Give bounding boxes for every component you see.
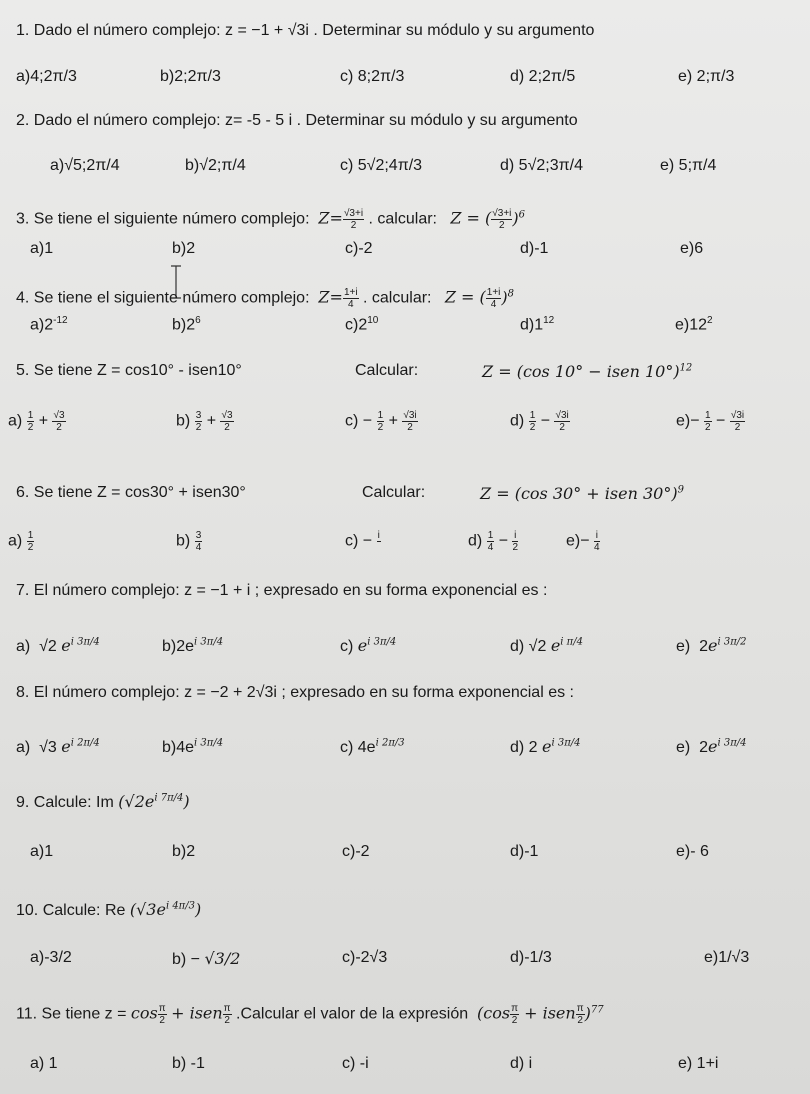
q4-option-c: $c)2^{10}$: [345, 315, 379, 334]
q6-expression: Z = (cos 30° + isen 30°)$^9$: [480, 484, 684, 503]
q5-expression: Z = (cos 10° − isen 10°)$^{12}$: [482, 362, 693, 381]
q11-stem-text: 11. Se tiene z =: [16, 1005, 127, 1023]
q4-stem-mid: . calcular:: [363, 289, 432, 307]
question-5: [16, 362, 242, 380]
q3-option-e: e)6: [680, 240, 704, 257]
q9-option-d: d)-1: [510, 843, 539, 860]
q9-option-c: c)-2: [342, 843, 370, 860]
q10-option-c: c)-2√3: [342, 949, 388, 966]
question-10: 10. Calcule: Re $(√3e^{i 4\pi/3})$: [16, 900, 202, 919]
q11-option-d: d) i: [510, 1055, 533, 1072]
q9-option-a: a)1: [30, 843, 54, 860]
question-2: 2. Dado el número complejo: z= -5 - 5 i . Determinar su módulo y su argumento: [16, 112, 578, 129]
q2-option-d: d) 5√2;3π/4: [500, 157, 583, 174]
q11-option-b: b) -1: [172, 1055, 205, 1072]
q8-option-b: $b)4e^{i 3\pi/4}$: [162, 737, 224, 756]
q6-option-e: e)− $\frac{i}{4}$: [566, 530, 600, 553]
q3-option-c: c)-2: [345, 240, 373, 257]
q7-option-e: e) $2e^{i 3\pi/2}$: [676, 636, 747, 655]
q1-option-d: d) 2;2π/5: [510, 68, 576, 85]
question-1: 1. Dado el número complejo: z = −1 + √3i . Determinar su módulo y su argumento: [16, 22, 595, 39]
q11-stem-mid: .Calcular el valor de la expresión: [236, 1005, 469, 1023]
q10-option-a: a)-3/2: [30, 949, 72, 966]
q5-option-a: a) $\frac{1}{2}$ + $\frac{√3}{2}$: [8, 410, 65, 433]
q6-stem-text: 6. Se tiene Z = cos30° + isen30°: [16, 484, 246, 501]
q3-stem-text: 3. Se tiene el siguiente número complejo:: [16, 210, 310, 228]
q6-option-b: b) $\frac{3}{4}$: [176, 530, 202, 553]
q5-option-c: c) − $\frac{1}{2}$ + $\frac{√3i}{2}$: [345, 410, 417, 433]
q9-option-e: e)- 6: [676, 843, 709, 860]
q8-option-d: d) 2 $e^{i 3\pi/4}$: [510, 737, 581, 756]
question-9: 9. Calcule: Im $(√2e^{i 7\pi/4})$: [16, 792, 190, 811]
q5-option-d: d) $\frac{1}{2}$ − $\frac{√3i}{2}$: [510, 410, 569, 433]
q5-option-b: b) $\frac{3}{2}$ + $\frac{√3}{2}$: [176, 410, 233, 433]
q6-option-d: d) $\frac{1}{4}$ − $\frac{i}{2}$: [468, 530, 519, 553]
question-4: 4. Se tiene el siguiente número complejo: Z= $\frac{1+i}{4}$ . calcular: Z = ( $\frac{1+i}{4}$ )$^8$: [16, 287, 515, 310]
q9-option-b: b)2: [172, 843, 196, 860]
q2-option-c: c) 5√2;4π/3: [340, 157, 423, 174]
question-6: [16, 484, 246, 502]
q10-option-d: d)-1/3: [510, 949, 552, 966]
q2-option-e: e) 5;π/4: [660, 157, 717, 174]
q1-option-c: c) 8;2π/3: [340, 68, 405, 85]
q9-stem-text: 9. Calcule: Im: [16, 794, 114, 811]
q4-option-d: $d)1^{12}$: [520, 315, 555, 334]
q6-option-a: a) $\frac{1}{2}$: [8, 530, 34, 553]
q7-option-c: c) $e^{i 3\pi/4}$: [340, 636, 397, 655]
q4-option-a: $a)2^{-12}$: [30, 315, 68, 334]
q10-stem-text: 10. Calcule: Re: [16, 902, 126, 919]
q6-stem-mid: Calcular:: [362, 484, 426, 501]
q10-option-b: b) − √3/2: [172, 949, 241, 968]
q1-option-b: b)2;2π/3: [160, 68, 221, 85]
q4-option-b: $b)2^6$: [172, 315, 201, 334]
q7-option-d: d) √2 $e^{i \pi/4}$: [510, 636, 583, 655]
question-11: 11. Se tiene z = cos $\frac{\pi}{2}$ + isen $\frac{\pi}{2}$ .Calcular el valor de la expresión (cos $\frac{\pi}{2}$ + isen $\frac{\pi}{2}$ )$^{77}$: [16, 1003, 604, 1026]
q5-option-e: e)− $\frac{1}{2}$ − $\frac{√3i}{2}$: [676, 410, 745, 433]
q8-option-e: e) $2e^{i 3\pi/4}$: [676, 737, 747, 756]
q4-stem-text: 4. Se tiene el siguiente número complejo:: [16, 289, 310, 307]
q1-option-e: e) 2;π/3: [678, 68, 735, 85]
question-3: 3. Se tiene el siguiente número complejo: Z= $\frac{√3+i}{2}$ . calcular: Z = ( $\frac{√3+i}{2}$ )$^6$: [16, 208, 526, 231]
question-8: 8. El número complejo: z = −2 + 2√3i ; expresado en su forma exponencial es :: [16, 684, 574, 701]
q6-option-c: c) − i: [345, 530, 380, 550]
q3-option-d: d)-1: [520, 240, 549, 257]
q5-stem-text: 5. Se tiene Z = cos10° - isen10°: [16, 362, 242, 379]
q7-option-b: $b)2e^{i 3\pi/4}$: [162, 636, 224, 655]
q11-option-a: a) 1: [30, 1055, 58, 1072]
q4-option-e: $e)12^2$: [675, 315, 713, 334]
q1-option-a: a)4;2π/3: [16, 68, 77, 85]
q11-option-c: c) -i: [342, 1055, 369, 1072]
q8-option-a: a) √3 $e^{i 2\pi/4}$: [16, 737, 100, 756]
q3-stem-mid: . calcular:: [368, 210, 437, 228]
q11-option-e: e) 1+i: [678, 1055, 719, 1072]
q10-option-e: e)1/√3: [704, 949, 750, 966]
q2-option-a: a)√5;2π/4: [50, 157, 120, 174]
q7-option-a: a) √2 $e^{i 3\pi/4}$: [16, 636, 100, 655]
q3-option-b: b)2: [172, 240, 196, 257]
question-7: 7. El número complejo: z = −1 + i ; expresado en su forma exponencial es :: [16, 582, 548, 599]
q3-option-a: a)1: [30, 240, 54, 257]
q2-option-b: b)√2;π/4: [185, 157, 246, 174]
q8-option-c: c) $4e^{i 2\pi/3}$: [340, 737, 405, 756]
q5-stem-mid: Calcular:: [355, 362, 419, 379]
